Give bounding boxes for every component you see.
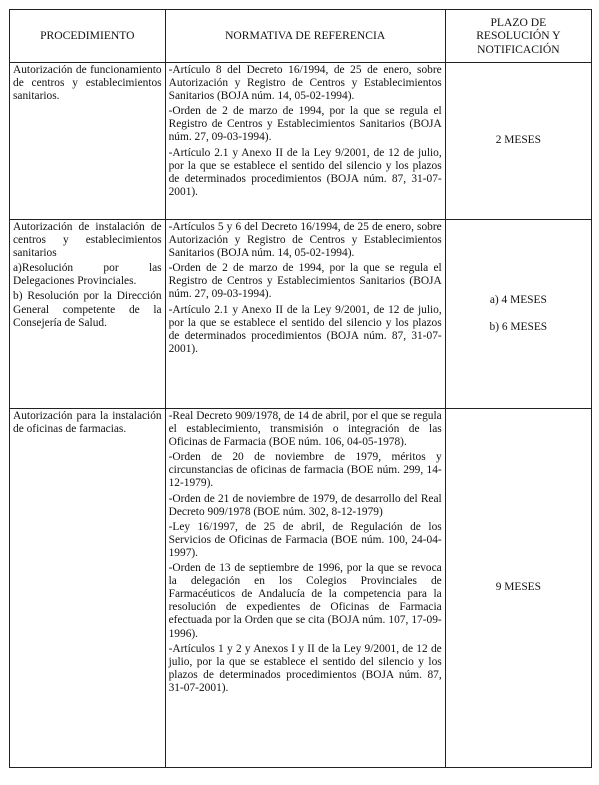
plazo-value: b) 6 MESES xyxy=(489,321,548,333)
normativa-cell xyxy=(165,63,445,220)
procedimiento-option-b: b) Resolución por la Dirección General competente de la Consejería de Salud. xyxy=(13,290,162,329)
procedimiento-cell: Autorización para la instalación de oficinas de farmacias. xyxy=(10,409,166,768)
plazo-cell xyxy=(445,220,591,409)
procedimiento-option-a: a)Resolución por las Delegaciones Provinciales. xyxy=(13,262,162,288)
procedimiento-text: Autorización de instalación de centros y establecimientos sanitarios xyxy=(13,221,162,260)
plazo-value: 2 MESES xyxy=(495,134,541,147)
header-plazo: PLAZO DE RESOLUCIÓN Y NOTIFICACIÓN xyxy=(445,10,591,63)
normativa-item: -Artículo 8 del Decreto 16/1994, de 25 de enero, sobre Autorización y Registro de Centros y Establecimientos Sanitarios (BOJA núm. 14, 05-02-1994). xyxy=(168,64,442,103)
normativa-item: -Real Decreto 909/1978, de 14 de abril, por el que se regula el establecimiento, transmisión o integración de las Oficinas de Farmacia (BOE núm. 106, 04-05-1978). xyxy=(168,410,442,449)
normativa-item: -Artículos 5 y 6 del Decreto 16/1994, de 25 de enero, sobre Autorización y Registro de Centros y Establecimientos Sanitarios (BOJA núm. 14, 05-02-1994). xyxy=(168,221,442,260)
normativa-item: -Orden de 21 de noviembre de 1979, de desarrollo del Real Decreto 909/1978 (BOE núm. 302, 8-12-1979) xyxy=(168,492,442,518)
procedures-table xyxy=(9,9,592,768)
normativa-item: -Orden de 13 de septiembre de 1996, por la que se revoca la delegación en los Colegios Provinciales de Farmacéuticos de Andalucía de la competencia para la resolución de expedientes de Oficinas de Farmacia efectuada por la Orden que se cita (BOJA núm. 107, 17-09-1996). xyxy=(168,562,442,640)
normativa-item: -Artículo 2.1 y Anexo II de la Ley 9/2001, de 12 de julio, por la que se establece el sentido del silencio y los plazos de determinados procedimientos (BOJA núm. 87, 31-07-2001). xyxy=(168,146,442,198)
table-header-row xyxy=(10,10,592,63)
normativa-item: -Orden de 2 de marzo de 1994, por la que se regula el Registro de Centros y Establecimientos Sanitarios (BOJA núm. 27, 09-03-1994). xyxy=(168,262,442,301)
plazo-value: a) 4 MESES xyxy=(489,293,547,306)
normativa-item: -Orden de 20 de noviembre de 1979, méritos y circunstancias de oficinas de farmacia (BOE núm. 299, 14-12-1979). xyxy=(168,451,442,490)
table-row xyxy=(10,63,592,220)
table-row xyxy=(10,409,592,768)
normativa-item: -Artículos 1 y 2 y Anexos I y II de la Ley 9/2001, de 12 de julio, por la que se establece el sentido del silencio y los plazos de determinados procedimientos (BOJA núm. 87, 31-07-2001). xyxy=(168,642,442,694)
procedimiento-cell xyxy=(10,220,166,409)
normativa-item: -Ley 16/1997, de 25 de abril, de Regulación de los Servicios de Oficinas de Farmacia (BOE núm. 100, 24-04-1997). xyxy=(168,520,442,559)
header-normativa: NORMATIVA DE REFERENCIA xyxy=(165,10,445,63)
plazo-value: 9 MESES xyxy=(495,581,541,594)
normativa-cell xyxy=(165,409,445,768)
plazo-cell xyxy=(445,409,591,768)
normativa-item: -Artículo 2.1 y Anexo II de la Ley 9/2001, de 12 de julio, por la que se establece el sentido del silencio y los plazos de determinados procedimientos (BOJA núm. 87, 31-07-2001). xyxy=(168,303,442,355)
header-procedimiento: PROCEDIMIENTO xyxy=(10,10,166,63)
normativa-cell xyxy=(165,220,445,409)
table-row xyxy=(10,220,592,409)
normativa-item: -Orden de 2 de marzo de 1994, por la que se regula el Registro de Centros y Establecimientos Sanitarios (BOJA núm. 27, 09-03-1994). xyxy=(168,105,442,144)
procedimiento-cell: Autorización de funcionamiento de centros y establecimientos sanitarios. xyxy=(10,63,166,220)
plazo-cell xyxy=(445,63,591,220)
